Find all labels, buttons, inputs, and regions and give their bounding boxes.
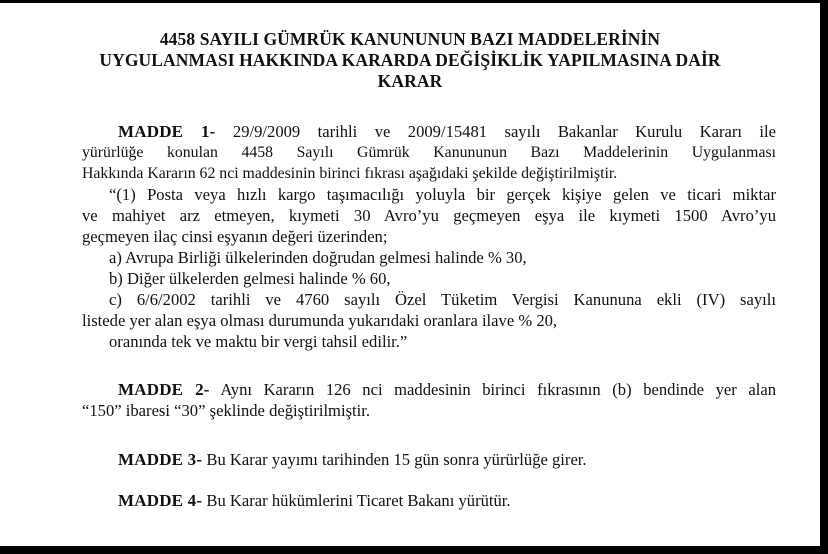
madde-4-label: MADDE 4-	[118, 491, 203, 510]
item-c-line-1: c) 6/6/2002 tarihli ve 4760 sayılı Özel Tüketim Vergisi Kanununa ekli (IV) sayılı	[109, 290, 776, 309]
madde-1-line-1-text: 29/9/2009 tarihli ve 2009/15481 sayılı Bakanlar Kurulu Kararı ile	[232, 122, 776, 141]
madde-2-line-1	[82, 379, 776, 400]
madde-1-line-1	[82, 121, 776, 142]
madde-1-line-2: yürürlüğe konulan 4458 Sayılı Gümrük Kanununun Bazı Maddelerinin Uygulanması	[82, 144, 776, 161]
madde-4-line	[82, 490, 776, 511]
madde-3-line	[82, 449, 776, 470]
madde-3-label: MADDE 3-	[118, 450, 203, 469]
madde-4	[82, 490, 776, 511]
title-line-3: KARAR	[377, 71, 443, 91]
title-line-2: UYGULANMASI HAKKINDA KARARDA DEĞİŞİKLİK YAPILMASINA DAİR	[99, 50, 721, 70]
bottom-edge	[0, 546, 828, 554]
title-line-1: 4458 SAYILI GÜMRÜK KANUNUNUN BAZI MADDELERİNİN	[159, 29, 661, 49]
madde-1-line-3: Hakkında Kararın 62 nci maddesinin birinci fıkrası aşağıdaki şekilde değiştirilmiştir.	[82, 165, 618, 182]
item-b: b) Diğer ülkelerden gelmesi halinde % 60,	[109, 269, 391, 288]
quote-line-1: “(1) Posta veya hızlı kargo taşımacılığı yoluyla bir gerçek kişiye gelen ve ticari miktar	[109, 185, 776, 204]
quote-line-3: geçmeyen ilaç cinsi eşyanın değeri üzerinden;	[82, 227, 388, 246]
document-title	[0, 29, 820, 92]
madde-1	[82, 121, 776, 352]
item-c-line-3: oranında tek ve maktu bir vergi tahsil edilir.”	[109, 332, 408, 351]
madde-2-line-2: “150” ibaresi “30” şeklinde değiştirilmiştir.	[82, 401, 371, 420]
madde-1-label: MADDE 1-	[118, 122, 216, 141]
madde-3	[82, 449, 776, 470]
madde-2	[82, 379, 776, 421]
madde-2-label: MADDE 2-	[118, 380, 210, 399]
right-edge	[820, 0, 828, 554]
document-page	[0, 3, 820, 546]
madde-3-text: Bu Karar yayımı tarihinden 15 gün sonra yürürlüğe girer.	[206, 450, 587, 469]
quote-line-2: ve mahiyet arz etmeyen, kıymeti 30 Avro’yu geçmeyen eşya ile kıymeti 1500 Avro’yu	[82, 206, 776, 225]
madde-4-text: Bu Karar hükümlerini Ticaret Bakanı yürütür.	[206, 491, 511, 510]
item-a: a) Avrupa Birliği ülkelerinden doğrudan gelmesi halinde % 30,	[109, 248, 527, 267]
item-c-line-2: listede yer alan eşya olması durumunda yukarıdaki oranlara ilave % 20,	[82, 311, 558, 330]
madde-2-line-1-text: Aynı Kararın 126 nci maddesinin birinci fıkrasının (b) bendinde yer alan	[220, 380, 776, 399]
